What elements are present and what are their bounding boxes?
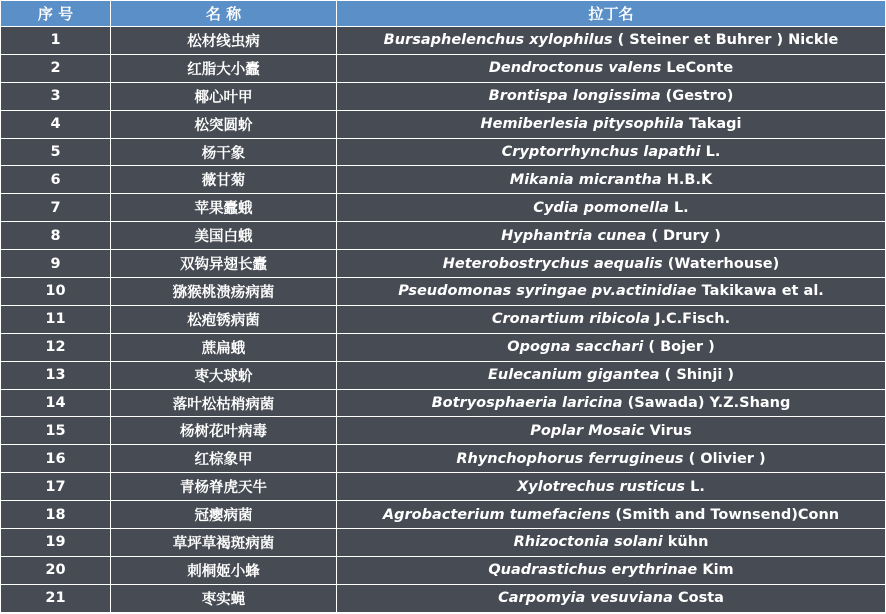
row-number: 4 — [1, 110, 111, 138]
table-row — [1, 501, 886, 529]
table-row — [1, 417, 886, 445]
scientific-name: Mikania micrantha — [509, 171, 662, 188]
table-row — [1, 82, 886, 110]
row-number: 2 — [1, 54, 111, 82]
scientific-name: Rhizoctonia solani — [513, 534, 663, 551]
scientific-name: Pseudomonas syringae pv.actinidiae — [398, 283, 697, 300]
row-latin-name — [337, 166, 886, 194]
row-number: 3 — [1, 82, 111, 110]
row-latin-name — [337, 250, 886, 278]
table-row — [1, 250, 886, 278]
author-citation: ( Drury ) — [651, 227, 721, 244]
row-latin-name — [337, 194, 886, 222]
row-number: 5 — [1, 138, 111, 166]
table-row — [1, 389, 886, 417]
row-chinese-name: 红棕象甲 — [111, 445, 337, 473]
scientific-name: Agrobacterium tumefaciens — [382, 506, 611, 523]
row-latin-name — [337, 389, 886, 417]
row-latin-name — [337, 473, 886, 501]
scientific-name: Heterobostrychus aequalis — [442, 255, 663, 272]
table-row — [1, 584, 886, 612]
table-row — [1, 278, 886, 306]
row-number: 21 — [1, 584, 111, 612]
table-row — [1, 473, 886, 501]
row-latin-name — [337, 222, 886, 250]
row-chinese-name: 猕猴桃溃疡病菌 — [111, 278, 337, 306]
row-number: 17 — [1, 473, 111, 501]
scientific-name: Hemiberlesia pitysophila — [480, 116, 684, 133]
row-number: 11 — [1, 305, 111, 333]
author-citation: Costa — [677, 590, 724, 607]
author-citation: LeConte — [666, 60, 734, 77]
row-latin-name — [337, 417, 886, 445]
row-number: 13 — [1, 361, 111, 389]
author-citation: ( Shinji ) — [664, 367, 734, 384]
table-body — [1, 27, 886, 613]
author-citation: Virus — [649, 422, 692, 439]
scientific-name: Cronartium ribicola — [491, 311, 651, 328]
scientific-name: Opogna sacchari — [507, 339, 644, 356]
scientific-name: Poplar Mosaic — [530, 422, 645, 439]
row-chinese-name: 蔗扁蛾 — [111, 333, 337, 361]
row-number: 14 — [1, 389, 111, 417]
row-number: 20 — [1, 556, 111, 584]
row-number: 19 — [1, 529, 111, 557]
scientific-name: Rhynchophorus ferrugineus — [456, 450, 684, 467]
row-chinese-name: 枣实蝇 — [111, 584, 337, 612]
row-latin-name — [337, 110, 886, 138]
author-citation: L. — [705, 144, 721, 160]
row-number: 8 — [1, 222, 111, 250]
scientific-name: Cydia pomonella — [533, 199, 669, 216]
author-citation: H.B.K — [666, 171, 713, 188]
table-row — [1, 529, 886, 557]
author-citation: kühn — [667, 534, 709, 551]
table-row — [1, 222, 886, 250]
row-latin-name — [337, 138, 886, 166]
row-latin-name — [337, 501, 886, 529]
scientific-name: Cryptorrhynchus lapathi — [501, 144, 701, 160]
scientific-name: Hyphantria cunea — [501, 227, 647, 244]
row-latin-name — [337, 529, 886, 557]
row-chinese-name: 双钩异翅长蠹 — [111, 250, 337, 278]
author-citation: L. — [673, 199, 689, 216]
scientific-name: Brontispa longissima — [488, 88, 661, 105]
table-row — [1, 138, 886, 166]
author-citation: ( Olivier ) — [688, 450, 766, 467]
row-chinese-name: 苹果蠹蛾 — [111, 194, 337, 222]
table-row — [1, 194, 886, 222]
table-row — [1, 305, 886, 333]
row-chinese-name: 草坪草褐斑病菌 — [111, 529, 337, 557]
author-citation: ( Steiner et Buhrer ) Nickle — [617, 32, 839, 49]
row-latin-name — [337, 361, 886, 389]
row-latin-name — [337, 278, 886, 306]
row-latin-name — [337, 82, 886, 110]
header-number: 序 号 — [1, 1, 111, 27]
author-citation: Kim — [702, 562, 734, 579]
row-latin-name — [337, 584, 886, 612]
scientific-name: Xylotrechus rusticus — [517, 478, 686, 495]
row-chinese-name: 刺桐姬小蜂 — [111, 556, 337, 584]
row-chinese-name: 杨干象 — [111, 138, 337, 166]
table-row — [1, 54, 886, 82]
row-number: 7 — [1, 194, 111, 222]
row-number: 12 — [1, 333, 111, 361]
header-name: 名 称 — [111, 1, 337, 27]
row-number: 16 — [1, 445, 111, 473]
author-citation: Takikawa et al. — [701, 283, 824, 300]
scientific-name: Carpomyia vesuviana — [498, 590, 673, 607]
row-chinese-name: 枣大球蚧 — [111, 361, 337, 389]
row-chinese-name: 冠瘿病菌 — [111, 501, 337, 529]
row-chinese-name: 松疱锈病菌 — [111, 305, 337, 333]
table-row — [1, 27, 886, 55]
table-row — [1, 110, 886, 138]
row-chinese-name: 杨树花叶病毒 — [111, 417, 337, 445]
row-chinese-name: 椰心叶甲 — [111, 82, 337, 110]
row-number: 10 — [1, 278, 111, 306]
table-row — [1, 333, 886, 361]
row-latin-name — [337, 445, 886, 473]
author-citation: L. — [690, 478, 705, 495]
row-number: 9 — [1, 250, 111, 278]
table-row — [1, 361, 886, 389]
row-number: 1 — [1, 27, 111, 55]
row-latin-name — [337, 556, 886, 584]
scientific-name: Quadrastichus erythrinae — [488, 562, 698, 579]
row-chinese-name: 青杨脊虎天牛 — [111, 473, 337, 501]
row-number: 18 — [1, 501, 111, 529]
row-number: 6 — [1, 166, 111, 194]
row-chinese-name: 红脂大小蠹 — [111, 54, 337, 82]
header-latin-name: 拉丁名 — [337, 1, 886, 27]
row-latin-name — [337, 333, 886, 361]
author-citation: (Sawada) Y.Z.Shang — [627, 395, 791, 412]
header-row — [1, 1, 886, 27]
scientific-name: Bursaphelenchus xylophilus — [383, 32, 613, 49]
scientific-name: Botryosphaeria laricina — [431, 395, 623, 412]
row-chinese-name: 美国白蛾 — [111, 222, 337, 250]
author-citation: (Waterhouse) — [667, 255, 780, 272]
row-chinese-name: 松材线虫病 — [111, 27, 337, 55]
table-row — [1, 556, 886, 584]
row-chinese-name: 松突圆蚧 — [111, 110, 337, 138]
author-citation: J.C.Fisch. — [655, 311, 731, 328]
row-latin-name — [337, 27, 886, 55]
row-latin-name — [337, 305, 886, 333]
scientific-name: Eulecanium gigantea — [488, 367, 660, 384]
table-row — [1, 445, 886, 473]
author-citation: (Gestro) — [665, 88, 734, 105]
row-number: 15 — [1, 417, 111, 445]
author-citation: ( Bojer ) — [648, 339, 715, 356]
author-citation: (Smith and Townsend)Conn — [615, 506, 840, 523]
row-latin-name — [337, 54, 886, 82]
row-chinese-name: 薇甘菊 — [111, 166, 337, 194]
author-citation: Takagi — [688, 116, 742, 133]
table-row — [1, 166, 886, 194]
scientific-name: Dendroctonus valens — [488, 60, 662, 77]
row-chinese-name: 落叶松枯梢病菌 — [111, 389, 337, 417]
